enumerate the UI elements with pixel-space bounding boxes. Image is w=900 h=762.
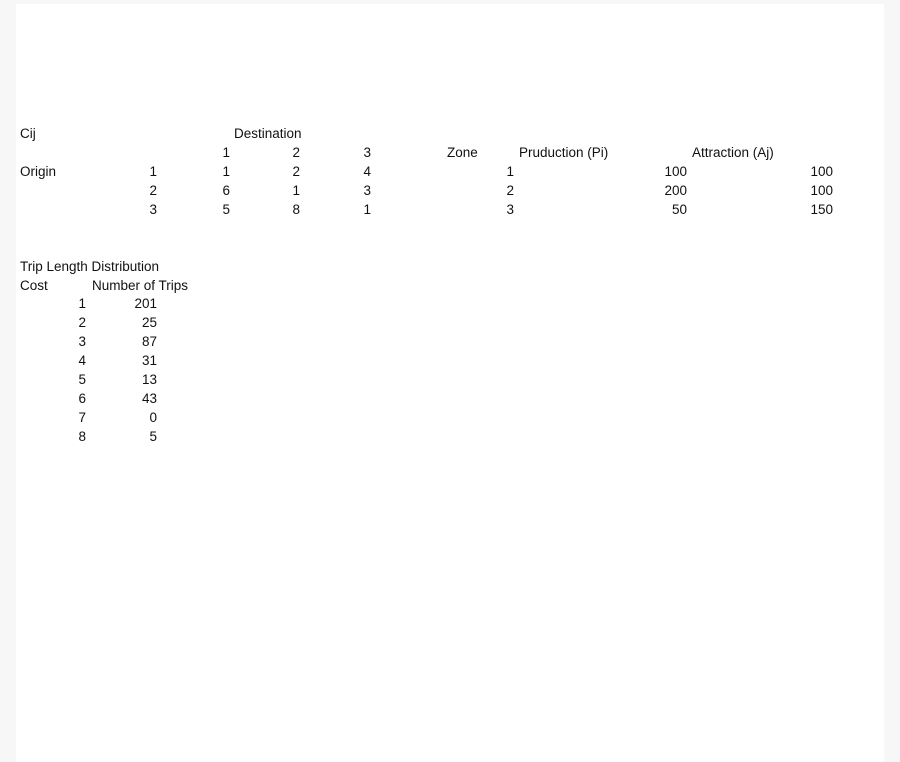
cost-value: 5 [222, 202, 230, 217]
cost-value: 1 [222, 164, 230, 179]
tld-title: Trip Length Distribution [20, 259, 160, 274]
tld-cost: 3 [78, 334, 86, 349]
cost-matrix-label: Cij [20, 126, 36, 141]
tld-cost: 7 [78, 410, 86, 425]
production-value: 50 [671, 202, 687, 217]
tld-cost: 8 [78, 429, 86, 444]
cost-value: 6 [222, 183, 230, 198]
tld-trips: 201 [134, 296, 157, 311]
destination-header: Destination [234, 126, 302, 141]
zone-id: 3 [506, 202, 514, 217]
cost-value: 8 [292, 202, 300, 217]
tld-cost: 2 [78, 315, 86, 330]
production-value: 200 [664, 183, 687, 198]
zone-id: 2 [506, 183, 514, 198]
tld-trips: 0 [149, 410, 157, 425]
attraction-value: 100 [810, 183, 833, 198]
tld-cost-header: Cost [20, 278, 48, 293]
tld-trips: 43 [141, 391, 157, 406]
origin-id: 1 [149, 164, 157, 179]
origin-header: Origin [20, 164, 57, 179]
tld-trips: 25 [141, 315, 157, 330]
attraction-value: 150 [810, 202, 833, 217]
zone-id: 1 [506, 164, 514, 179]
tld-cost: 5 [78, 372, 86, 387]
tld-cost: 1 [78, 296, 86, 311]
cost-value: 1 [292, 183, 300, 198]
destination-id: 1 [222, 145, 230, 160]
origin-id: 3 [149, 202, 157, 217]
zone-header: Zone [447, 145, 478, 160]
destination-id: 3 [363, 145, 371, 160]
cost-value: 1 [363, 202, 371, 217]
attraction-value: 100 [810, 164, 833, 179]
cost-value: 2 [292, 164, 300, 179]
tld-trips: 31 [141, 353, 157, 368]
production-header: Pruduction (Pi) [519, 145, 609, 160]
production-value: 100 [664, 164, 687, 179]
tld-trips-header: Number of Trips [92, 278, 189, 293]
tld-trips: 5 [149, 429, 157, 444]
tld-cost: 4 [78, 353, 86, 368]
tld-trips: 87 [141, 334, 157, 349]
destination-id: 2 [292, 145, 300, 160]
attraction-header: Attraction (Aj) [692, 145, 774, 160]
cost-value: 4 [363, 164, 371, 179]
tld-cost: 6 [78, 391, 86, 406]
origin-id: 2 [149, 183, 157, 198]
tld-trips: 13 [141, 372, 157, 387]
cost-value: 3 [363, 183, 371, 198]
